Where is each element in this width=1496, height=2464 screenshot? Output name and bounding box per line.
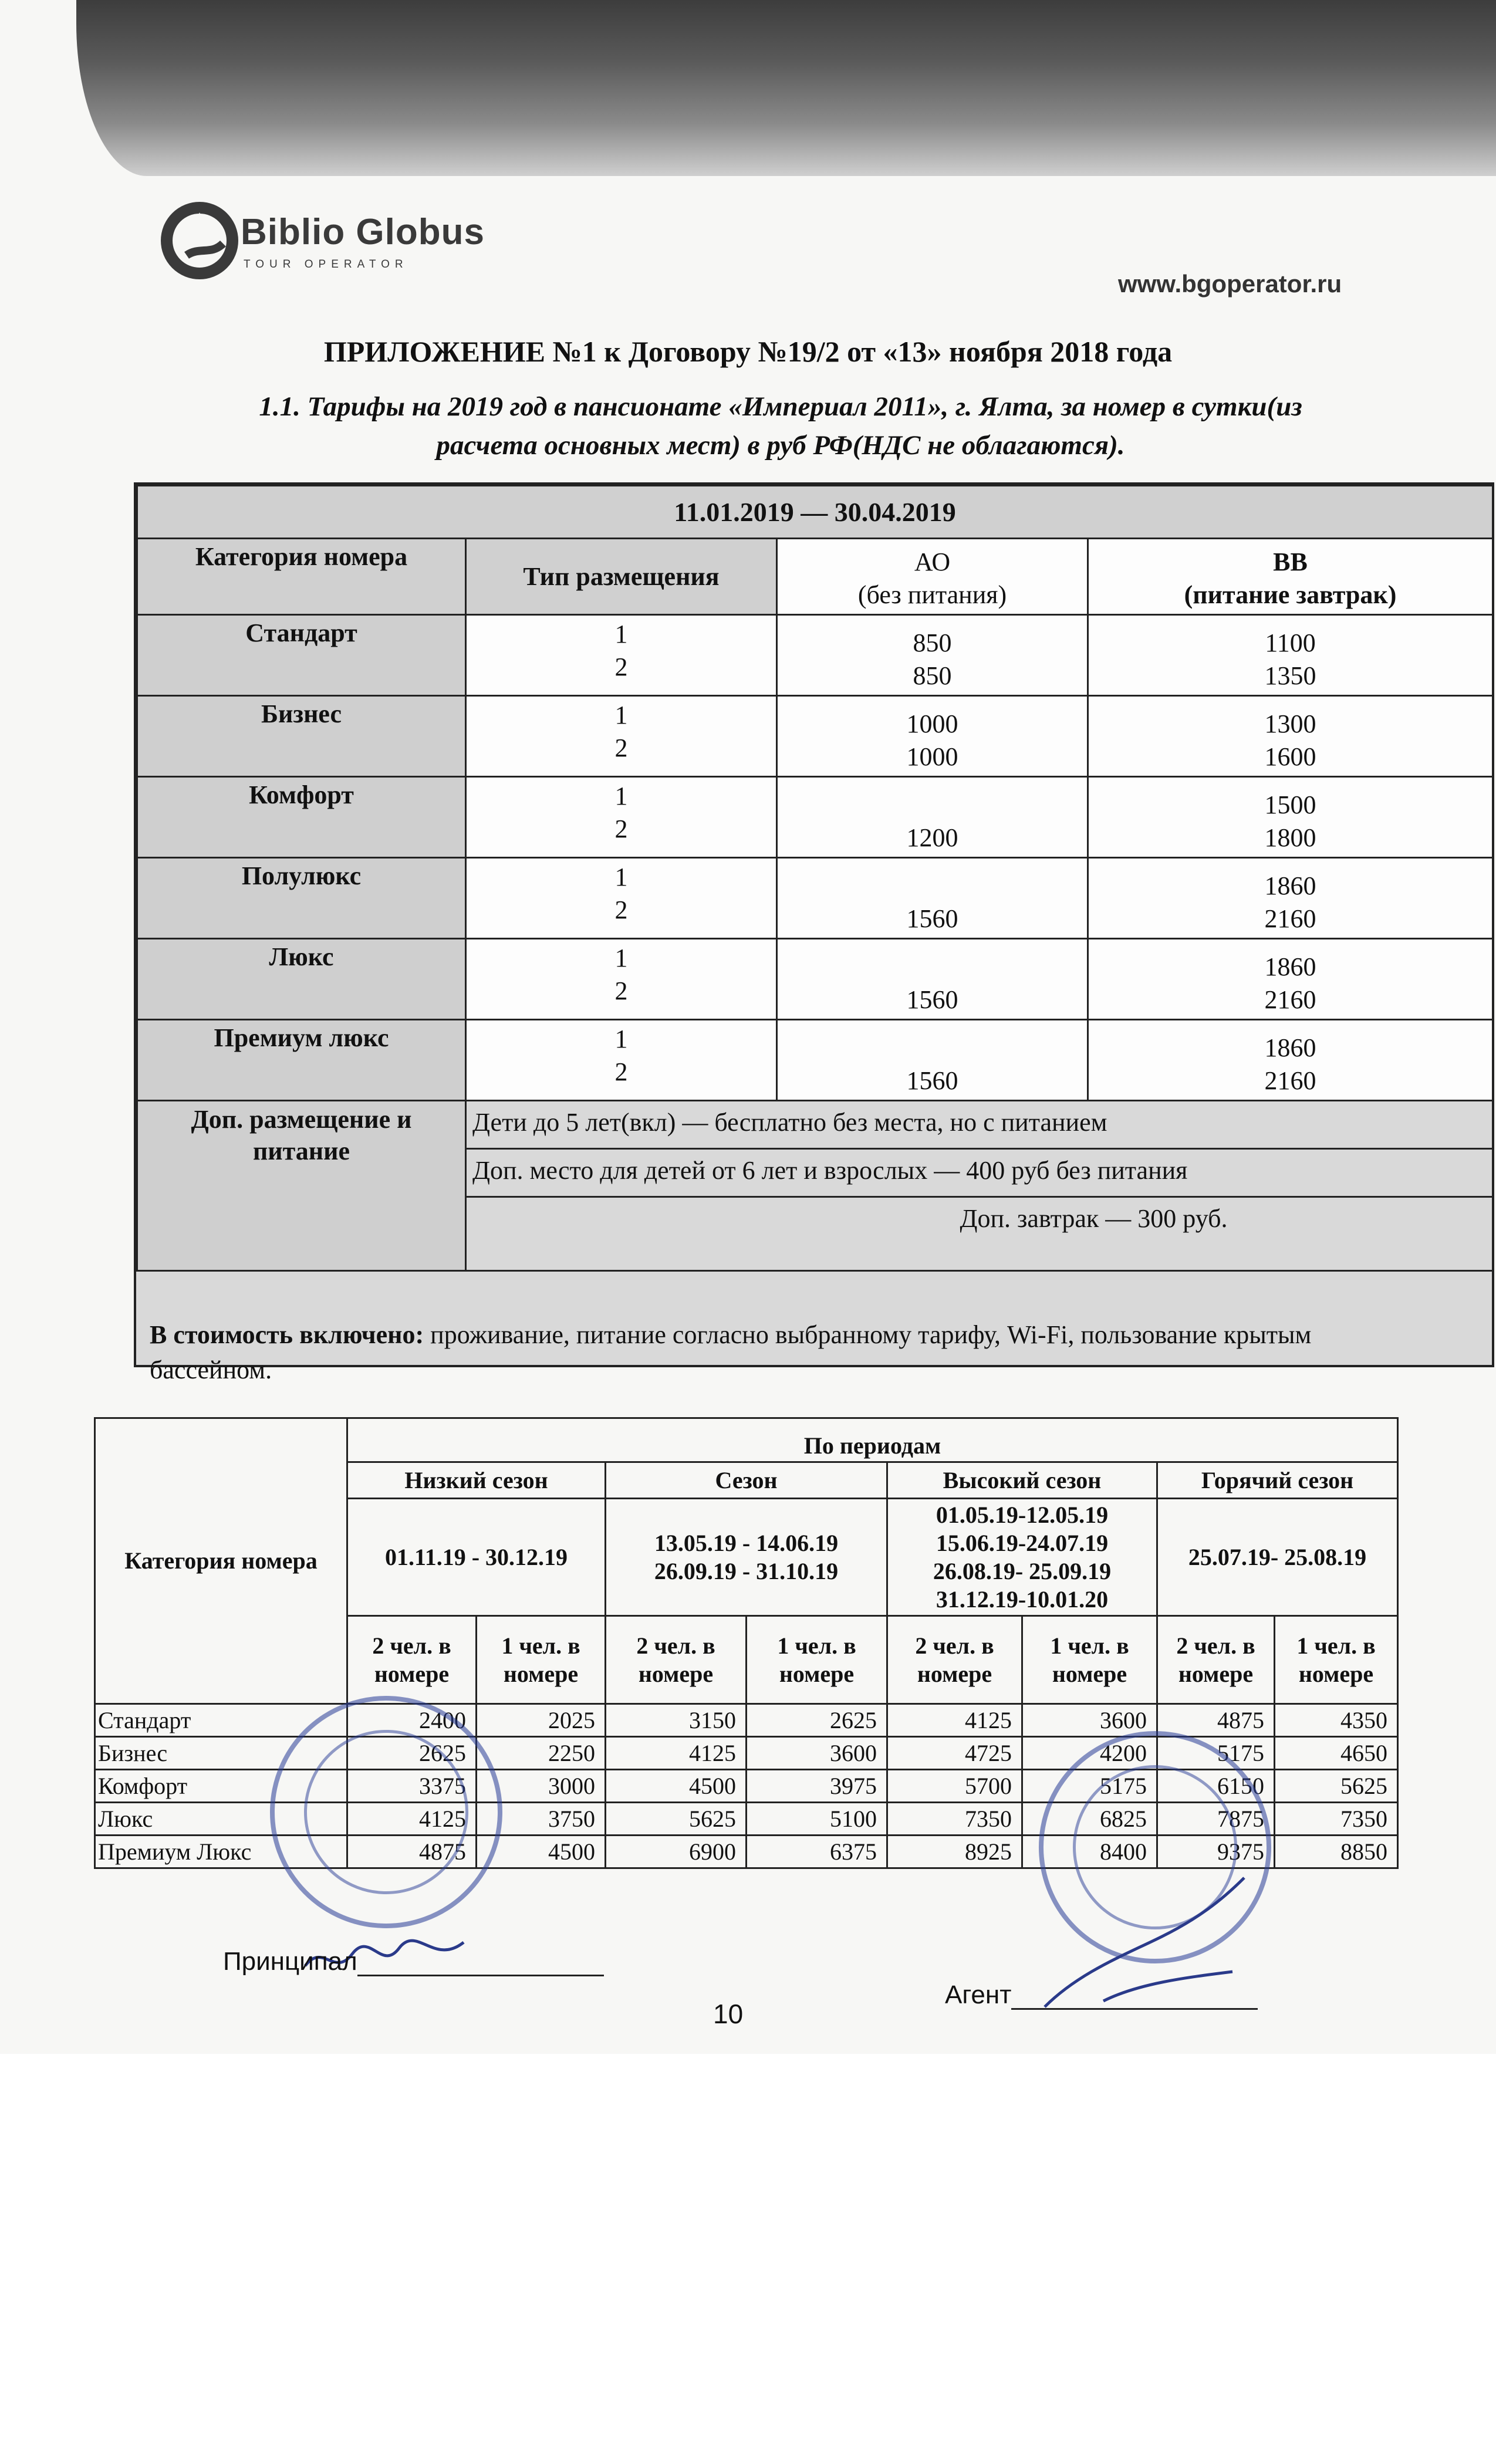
placement-2: 2 bbox=[614, 734, 628, 762]
price-cell: 7875 bbox=[1157, 1803, 1275, 1836]
principal-line bbox=[357, 1951, 604, 1976]
bb-2: 2160 bbox=[1264, 985, 1316, 1014]
row-category: Бизнес bbox=[95, 1737, 347, 1770]
dates-high bbox=[887, 1499, 1157, 1616]
stamp-ring bbox=[281, 1707, 492, 1918]
header-band bbox=[76, 0, 1496, 176]
table-row bbox=[137, 615, 1493, 696]
placement-1: 1 bbox=[614, 1025, 628, 1053]
occ-two: 2 чел. в номере bbox=[347, 1616, 477, 1704]
price-cell: 2400 bbox=[347, 1704, 477, 1737]
agent-signature-line bbox=[945, 1980, 1258, 2010]
logo-sub-text: TOUR OPERATOR bbox=[244, 258, 408, 271]
document-subtitle: 1.1. Тарифы на 2019 год в пансионате «Империал 2011», г. Ялта, за номер в сутки(из расчета основных мест) в руб РФ(НДС не облагаются). bbox=[259, 391, 1302, 461]
placement-1: 1 bbox=[614, 863, 628, 891]
agent-label: Агент bbox=[945, 1980, 1012, 2009]
price-cell: 4350 bbox=[1275, 1704, 1398, 1737]
price-cell: 4200 bbox=[1022, 1737, 1157, 1770]
date-range: 31.12.19-10.01.20 bbox=[936, 1586, 1109, 1613]
price-cell: 5625 bbox=[606, 1803, 747, 1836]
price-cell: 5175 bbox=[1157, 1737, 1275, 1770]
price-cell: 6150 bbox=[1157, 1770, 1275, 1803]
bb-1: 1860 bbox=[1264, 1033, 1316, 1062]
extra-line-3: Доп. завтрак — 300 руб. bbox=[960, 1204, 1228, 1233]
price-cell: 3150 bbox=[606, 1704, 747, 1737]
date-range: 01.05.19-12.05.19 bbox=[936, 1501, 1109, 1528]
placement-1: 1 bbox=[614, 782, 628, 810]
dates-hot bbox=[1157, 1499, 1398, 1616]
price-cell: 6900 bbox=[606, 1836, 747, 1868]
table-row bbox=[137, 777, 1493, 858]
header-bb-code: BB bbox=[1273, 547, 1308, 576]
agent-line bbox=[1011, 1985, 1258, 2010]
row-category: Люкс bbox=[95, 1803, 347, 1836]
header-category: Категория номера bbox=[137, 539, 466, 615]
row-ao bbox=[777, 615, 1088, 696]
header-ao-desc: (без питания) bbox=[857, 580, 1007, 609]
placement-1: 1 bbox=[614, 620, 628, 648]
season-mid: Сезон bbox=[606, 1462, 887, 1499]
ao-1: 850 bbox=[913, 628, 952, 657]
ao-2: 1000 bbox=[906, 742, 958, 771]
extra-label: Доп. размещение и питание bbox=[137, 1101, 466, 1271]
bb-2: 2160 bbox=[1264, 1066, 1316, 1095]
table-row bbox=[137, 696, 1493, 777]
row-placement bbox=[466, 1020, 777, 1101]
price-cell: 2625 bbox=[347, 1737, 477, 1770]
row-ao bbox=[777, 939, 1088, 1020]
placement-2: 2 bbox=[614, 976, 628, 1005]
price-cell: 5100 bbox=[747, 1803, 887, 1836]
occ-two: 2 чел. в номере bbox=[606, 1616, 747, 1704]
price-cell: 5175 bbox=[1022, 1770, 1157, 1803]
included-text: проживание, питание согласно выбранному тарифу, Wi-Fi, пользование крытым бассейном. bbox=[150, 1320, 1312, 1384]
occ-one: 1 чел. в номере bbox=[747, 1616, 887, 1704]
included-label: В стоимость включено: bbox=[150, 1320, 424, 1349]
ao-1: 1000 bbox=[906, 709, 958, 738]
row-category: Стандарт bbox=[137, 615, 466, 696]
header-bb-desc: (питание завтрак) bbox=[1184, 580, 1397, 609]
date-range: 15.06.19-24.07.19 bbox=[936, 1529, 1109, 1556]
row-bb bbox=[1088, 615, 1493, 696]
price-cell: 4500 bbox=[477, 1836, 606, 1868]
row-category: Стандарт bbox=[95, 1704, 347, 1737]
table-row bbox=[137, 1020, 1493, 1101]
row-placement bbox=[466, 696, 777, 777]
row-category: Премиум люкс bbox=[137, 1020, 466, 1101]
table-row bbox=[137, 858, 1493, 939]
bb-2: 1800 bbox=[1264, 823, 1316, 852]
row-bb bbox=[1088, 696, 1493, 777]
price-cell: 3000 bbox=[477, 1770, 606, 1803]
bb-1: 1300 bbox=[1264, 709, 1316, 738]
extra-conditions bbox=[466, 1101, 1493, 1271]
row-category: Комфорт bbox=[137, 777, 466, 858]
price-cell: 5625 bbox=[1275, 1770, 1398, 1803]
date-range: 26.08.19- 25.09.19 bbox=[933, 1557, 1112, 1584]
season-low: Низкий сезон bbox=[347, 1462, 606, 1499]
row-placement bbox=[466, 858, 777, 939]
price-cell: 4125 bbox=[347, 1803, 477, 1836]
row-category: Комфорт bbox=[95, 1770, 347, 1803]
header-ao-code: АО bbox=[914, 547, 951, 576]
row-placement bbox=[466, 939, 777, 1020]
row-bb bbox=[1088, 858, 1493, 939]
occ-two: 2 чел. в номере bbox=[887, 1616, 1022, 1704]
header-ao bbox=[777, 539, 1088, 615]
price-cell: 3975 bbox=[747, 1770, 887, 1803]
page-number: 10 bbox=[713, 1999, 744, 2029]
ao-2: 1560 bbox=[906, 985, 958, 1014]
price-cell: 4875 bbox=[347, 1836, 477, 1868]
website-url: www.bgoperator.ru bbox=[1118, 270, 1342, 298]
tariff-table-1 bbox=[136, 485, 1494, 1272]
row-ao bbox=[777, 696, 1088, 777]
price-cell: 6825 bbox=[1022, 1803, 1157, 1836]
row-bb bbox=[1088, 939, 1493, 1020]
logo-mark-icon bbox=[158, 200, 241, 282]
principal-signature-line bbox=[223, 1947, 604, 1976]
price-cell: 8400 bbox=[1022, 1836, 1157, 1868]
row-bb bbox=[1088, 1020, 1493, 1101]
row-ao bbox=[777, 777, 1088, 858]
t2-category-header: Категория номера bbox=[95, 1418, 347, 1704]
extra-line-2: Доп. место для детей от 6 лет и взрослых — 400 руб без питания bbox=[467, 1150, 1492, 1198]
row-placement bbox=[466, 615, 777, 696]
dates-low bbox=[347, 1499, 606, 1616]
price-cell: 3600 bbox=[1022, 1704, 1157, 1737]
price-cell: 2025 bbox=[477, 1704, 606, 1737]
ao-2: 1200 bbox=[906, 823, 958, 852]
bb-1: 1500 bbox=[1264, 790, 1316, 819]
price-cell: 4875 bbox=[1157, 1704, 1275, 1737]
row-category: Полулюкс bbox=[137, 858, 466, 939]
occ-two: 2 чел. в номере bbox=[1157, 1616, 1275, 1704]
date-range: 25.07.19- 25.08.19 bbox=[1188, 1543, 1367, 1570]
row-ao bbox=[777, 858, 1088, 939]
price-cell: 6375 bbox=[747, 1836, 887, 1868]
period-header: 11.01.2019 — 30.04.2019 bbox=[137, 486, 1493, 539]
price-cell: 7350 bbox=[887, 1803, 1022, 1836]
table-row bbox=[137, 939, 1493, 1020]
occ-one: 1 чел. в номере bbox=[1022, 1616, 1157, 1704]
season-high: Высокий сезон bbox=[887, 1462, 1157, 1499]
date-range: 26.09.19 - 31.10.19 bbox=[654, 1557, 839, 1584]
placement-2: 2 bbox=[614, 895, 628, 924]
price-cell: 4725 bbox=[887, 1737, 1022, 1770]
date-range: 01.11.19 - 30.12.19 bbox=[384, 1543, 568, 1570]
dates-mid bbox=[606, 1499, 887, 1616]
ao-2: 1560 bbox=[906, 1066, 958, 1095]
company-logo bbox=[158, 200, 522, 288]
header-placement: Тип размещения bbox=[466, 539, 777, 615]
bb-1: 1860 bbox=[1264, 871, 1316, 900]
bb-2: 2160 bbox=[1264, 904, 1316, 933]
price-cell: 3375 bbox=[347, 1770, 477, 1803]
included-services bbox=[150, 1317, 1370, 1388]
bb-2: 1600 bbox=[1264, 742, 1316, 771]
logo-brand-text: Biblio Globus bbox=[241, 212, 485, 252]
price-cell: 4650 bbox=[1275, 1737, 1398, 1770]
occ-one: 1 чел. в номере bbox=[477, 1616, 606, 1704]
price-cell: 4125 bbox=[887, 1704, 1022, 1737]
placement-2: 2 bbox=[614, 1057, 628, 1086]
row-category: Премиум Люкс bbox=[95, 1836, 347, 1868]
placement-1: 1 bbox=[614, 701, 628, 729]
row-placement bbox=[466, 777, 777, 858]
document-title: ПРИЛОЖЕНИЕ №1 к Договору №19/2 от «13» ноября 2018 года bbox=[323, 335, 1173, 368]
placement-2: 2 bbox=[614, 653, 628, 681]
row-category: Люкс bbox=[137, 939, 466, 1020]
t2-periods-header: По периодам bbox=[347, 1418, 1398, 1462]
price-cell: 3600 bbox=[747, 1737, 887, 1770]
ao-2: 850 bbox=[913, 661, 952, 690]
extra-line-1: Дети до 5 лет(вкл) — бесплатно без места, но с питанием bbox=[467, 1101, 1492, 1150]
ao-2: 1560 bbox=[906, 904, 958, 933]
price-cell: 2250 bbox=[477, 1737, 606, 1770]
price-cell: 5700 bbox=[887, 1770, 1022, 1803]
tariff-table-1-wrapper bbox=[134, 482, 1494, 1367]
placement-1: 1 bbox=[614, 944, 628, 972]
price-cell: 3750 bbox=[477, 1803, 606, 1836]
principal-label: Принципал bbox=[223, 1947, 357, 1976]
row-category: Бизнес bbox=[137, 696, 466, 777]
date-range: 13.05.19 - 14.06.19 bbox=[654, 1529, 839, 1556]
price-cell: 8850 bbox=[1275, 1836, 1398, 1868]
price-cell: 4125 bbox=[606, 1737, 747, 1770]
row-bb bbox=[1088, 777, 1493, 858]
table-row bbox=[95, 1704, 1398, 1737]
row-ao bbox=[777, 1020, 1088, 1101]
price-cell: 2625 bbox=[747, 1704, 887, 1737]
occ-one: 1 чел. в номере bbox=[1275, 1616, 1398, 1704]
bb-1: 1100 bbox=[1265, 628, 1316, 657]
price-cell: 7350 bbox=[1275, 1803, 1398, 1836]
season-hot: Горячий сезон bbox=[1157, 1462, 1398, 1499]
placement-2: 2 bbox=[614, 814, 628, 843]
header-bb bbox=[1088, 539, 1493, 615]
bb-2: 1350 bbox=[1264, 661, 1316, 690]
price-cell: 8925 bbox=[887, 1836, 1022, 1868]
price-cell: 9375 bbox=[1157, 1836, 1275, 1868]
price-cell: 4500 bbox=[606, 1770, 747, 1803]
bb-1: 1860 bbox=[1264, 952, 1316, 981]
